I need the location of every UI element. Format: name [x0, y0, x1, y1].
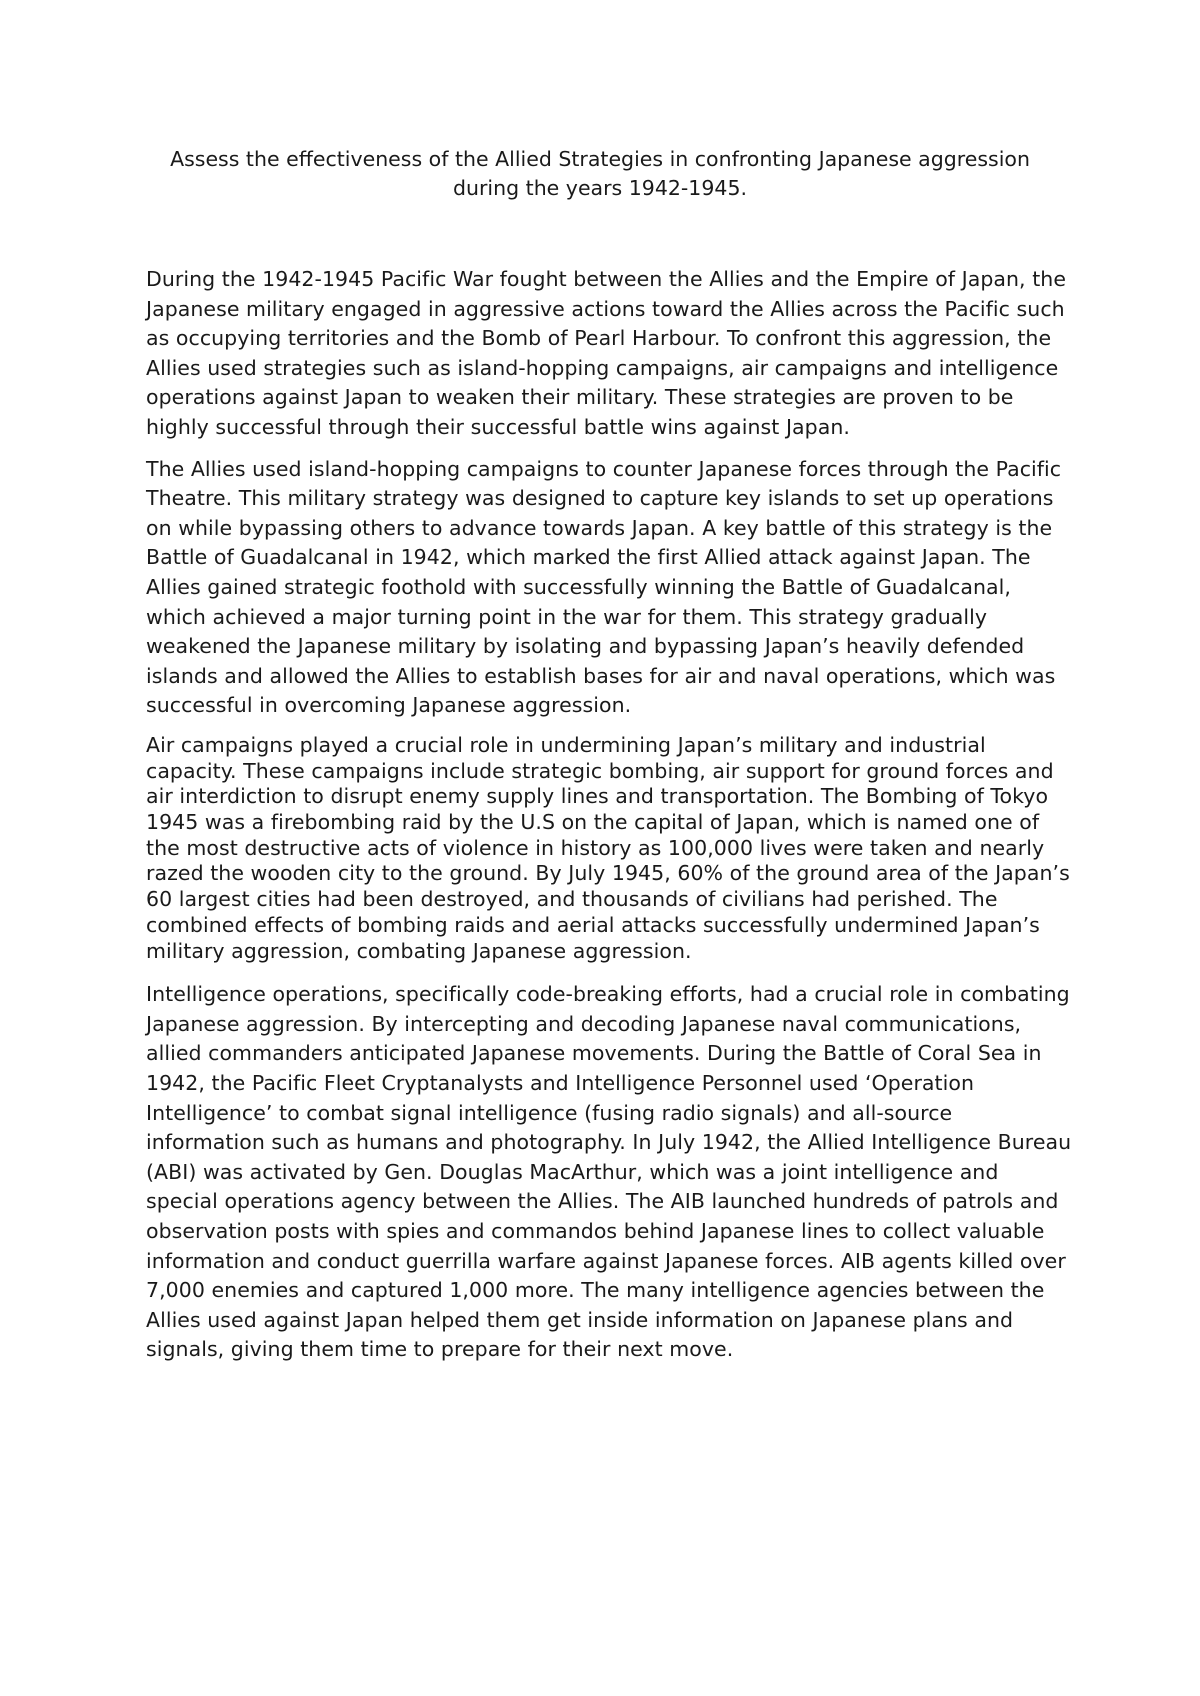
paragraph-intelligence-operations: Intelligence operations, specifically code-breaking efforts, had a crucial role in combating Japanese aggression. By intercepting and decoding Japanese naval communications, allied commanders anticipated Japanese movements. During the Battle of Coral Sea in 1942, the Pacific Fleet Cryptanalysts and Intelligence Personnel used ‘Operation Intelligence’ to combat signal intelligence (fusing radio signals) and all-source information such as humans and photography. In July 1942, the Allied Intelligence Bureau (ABI) was activated by Gen. Douglas MacArthur, which was a joint intelligence and special operations agency between the Allies. The AIB launched hundreds of patrols and observation posts with spies and commandos behind Japanese lines to collect valuable information and conduct guerrilla warfare against Japanese forces. AIB agents killed over 7,000 enemies and captured 1,000 more. The many intelligence agencies between the Allies used against Japan helped them get inside information on Japanese plans and signals, giving them time to prepare for their next move.: [146, 982, 1072, 1362]
document-title: Assess the effectiveness of the Allied Strategies in confronting Japanese aggression during the years 1942-1945.: [170, 147, 1030, 200]
document-body: [146, 265, 1076, 1377]
paragraph-introduction: During the 1942-1945 Pacific War fought between the Allies and the Empire of Japan, the Japanese military engaged in aggressive actions toward the Allies across the Pacific such as occupying territories and the Bomb of Pearl Harbour. To confront this aggression, the Allies used strategies such as island-hopping campaigns, air campaigns and intelligence operations against Japan to weaken their military. These strategies are proven to be highly successful through their successful battle wins against Japan.: [146, 267, 1066, 439]
paragraph-island-hopping: The Allies used island-hopping campaigns to counter Japanese forces through the Pacific Theatre. This military strategy was designed to capture key islands to set up operations on while bypassing others to advance towards Japan. A key battle of this strategy is the Battle of Guadalcanal in 1942, which marked the first Allied attack against Japan. The Allies gained strategic foothold with successfully winning the Battle of Guadalcanal, which achieved a major turning point in the war for them. This strategy gradually weakened the Japanese military by isolating and bypassing Japan’s heavily defended islands and allowed the Allies to establish bases for air and naval operations, which was successful in overcoming Japanese aggression.: [146, 456, 1062, 718]
paragraph-air-campaigns: Air campaigns played a crucial role in undermining Japan’s military and industrial capacity. These campaigns include strategic bombing, air support for ground forces and air interdiction to disrupt enemy supply lines and transportation. The Bombing of Tokyo 1945 was a firebombing raid by the U.S on the capital of Japan, which is named one of the most destructive acts of violence in history as 100,000 lives were taken and nearly razed the wooden city to the ground. By July 1945, 60% of the ground area of the Japan’s 60 largest cities had been destroyed, and thousands of civilians had perished. The combined effects of bombing raids and aerial attacks successfully undermined Japan’s military aggression, combating Japanese aggression.: [146, 732, 1070, 963]
